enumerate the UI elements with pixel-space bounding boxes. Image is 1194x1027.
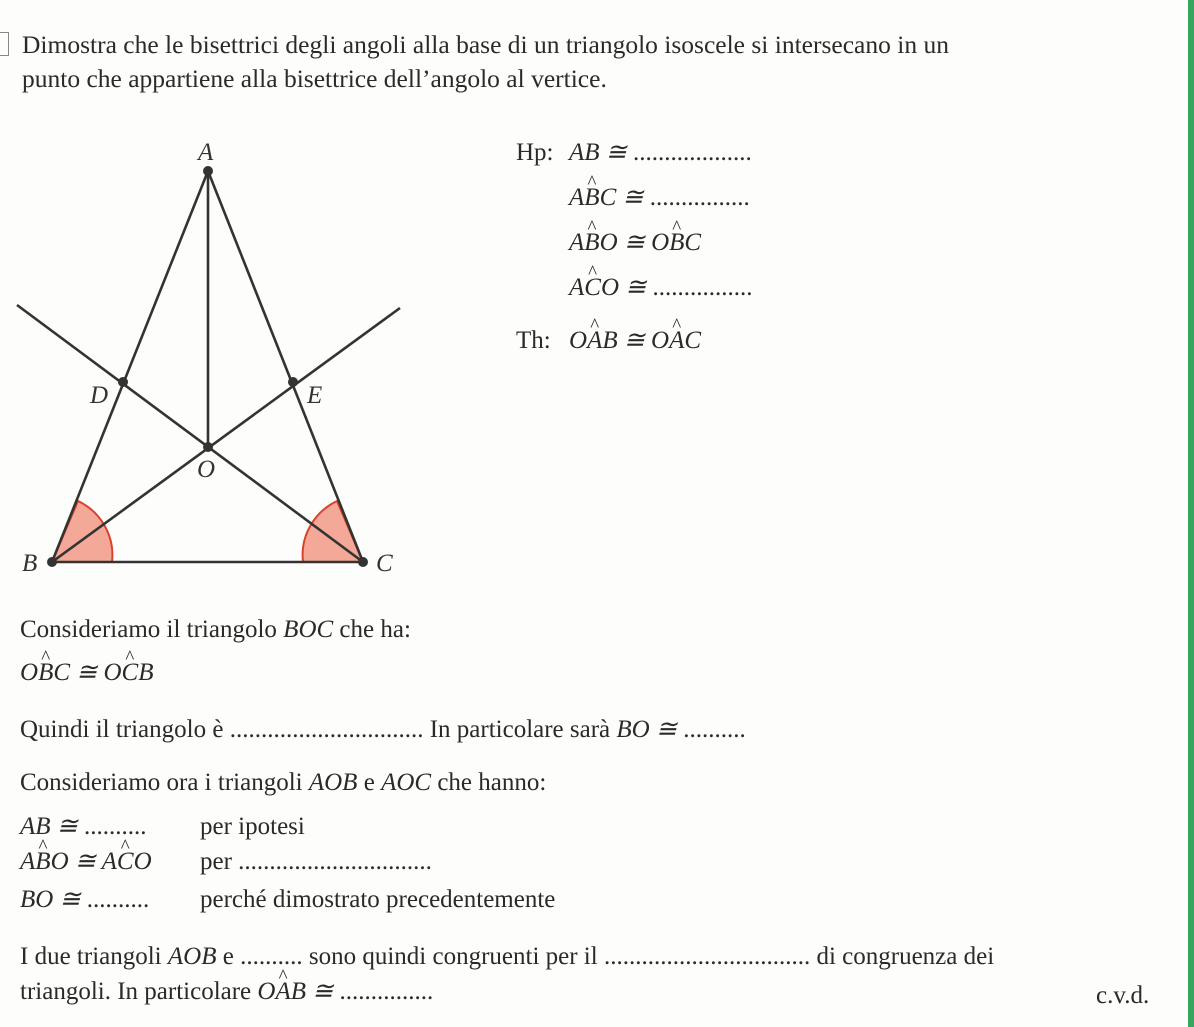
label-e: E [307,382,323,409]
proof-line-3-blank-2[interactable]: .......... [683,716,746,743]
proof-line-3-blank[interactable]: ............................... [229,716,424,743]
page-edge-stripe [1188,0,1194,1027]
cvd-label: c.v.d. [1096,982,1150,1009]
proof-row-2-c: O [133,848,152,875]
triangle-figure [0,120,470,590]
proof-row-3-left [20,884,149,916]
proof-line-5-b: AOB [167,943,217,970]
proof-line-1-a: Consideriamo il triangolo [20,616,277,643]
proof-line-5-a: I due triangoli [20,943,162,970]
proof-row-1-left-text: AB ≅ [20,813,78,840]
proof-line-5-blank-2[interactable]: ................................. [603,943,811,970]
point-a [203,166,213,176]
label-c: C [376,550,393,577]
proof-line-4 [20,767,546,799]
th-post: C [684,327,702,354]
proof-line-5-e: di congruenza dei [816,943,995,970]
hp-row-1-left: AB ≅ [569,139,627,166]
proof-line-5-c: e [222,943,234,970]
proof-line-4-b: AOB [308,769,358,796]
proof-line-5-blank[interactable]: .......... [240,943,303,970]
proof-line-6-hat: ^ A [275,976,290,1008]
th-hat: ^ A [587,325,602,357]
proof-line-4-d: AOC [381,769,432,796]
hp-row-4-hat: ^ C [584,272,601,304]
proof-row-2-right-text: per [200,848,232,875]
hp-row-2-pre: A [569,184,585,211]
label-o: O [197,456,216,483]
proof-line-6-a: triangoli. In particolare [20,978,252,1005]
proof-line-2-hat-2: ^ C [122,657,139,689]
proof-row-2-b: O ≅ A [50,848,117,875]
proof-line-2-b: C ≅ O [53,659,122,686]
th-label: Th: [516,327,551,354]
proof-row-1-right: per ipotesi [200,813,305,840]
th-row [569,325,701,357]
hp-row-2-post: C ≅ [599,184,644,211]
proof-line-6-b: O [257,978,276,1005]
proof-line-1-c: che ha: [339,616,411,643]
hp-row-2-blank[interactable]: ................ [649,184,750,211]
angle-b-sector [52,501,112,562]
proof-row-3-right: perché dimostrato precedentemente [200,886,556,913]
exercise-checkbox[interactable] [0,32,9,56]
th-pre: O [569,327,588,354]
proof-row-2-a: A [20,848,36,875]
proof-line-5 [20,941,994,973]
proof-line-6-c: B ≅ [290,978,334,1005]
hp-row-3 [569,227,701,259]
proof-line-6-blank[interactable]: ............... [339,978,434,1005]
proof-line-2 [20,657,154,689]
hp-row-3-hat-2: ^ B [669,227,684,259]
side-ab [52,171,208,562]
proof-line-4-a: Consideriamo ora i triangoli [20,769,303,796]
hp-row-4-blank[interactable]: ................ [652,274,753,301]
point-e [288,377,298,387]
hp-label: Hp: [516,139,554,166]
proof-row-2-hat-2: ^ C [117,846,134,878]
point-c [358,557,368,567]
proof-line-3-a: Quindi il triangolo è [20,716,224,743]
proof-line-3-c: BO ≅ [616,716,677,743]
proof-line-2-hat: ^ B [38,657,53,689]
proof-row-2-blank[interactable]: ............................... [238,848,432,875]
point-o [203,442,213,452]
proof-line-2-a: O [20,659,39,686]
proof-line-6 [20,976,433,1008]
proof-line-5-d: sono quindi congruenti per il [308,943,598,970]
proof-row-3-left-text: BO ≅ [20,886,81,913]
hp-row-1 [569,137,752,169]
hp-row-2 [569,182,750,214]
label-d: D [90,382,109,409]
th-mid: B ≅ O [602,327,670,354]
proof-row-1-blank[interactable]: .......... [84,813,147,840]
proof-line-3 [20,714,746,746]
problem-line-2: punto che appartiene alla bisettrice dell’angolo al vertice. [22,64,607,93]
angle-c-sector [303,501,363,562]
hp-row-3-post: O ≅ O [599,229,670,256]
proof-row-2-right [200,846,432,878]
hp-row-4-post: O ≅ [600,274,647,301]
proof-line-1 [20,614,411,646]
hp-row-1-blank[interactable]: ................... [633,139,752,166]
hp-row-3-hat: ^ B [584,227,599,259]
proof-line-1-b: BOC [283,616,334,643]
point-b [47,557,57,567]
proof-line-4-e: che hanno: [437,769,547,796]
proof-row-2-left [20,846,152,878]
proof-row-2-hat: ^ B [35,846,50,878]
point-d [118,377,128,387]
hp-row-4-pre: A [569,274,585,301]
th-hat-2: ^ A [669,325,684,357]
hp-row-3-post-2: C [684,229,702,256]
hp-row-3-pre: A [569,229,585,256]
proof-line-4-c: e [363,769,375,796]
label-a: A [198,139,214,166]
hp-row-4 [569,272,752,304]
proof-line-2-c: B [138,659,154,686]
proof-row-3-blank[interactable]: .......... [86,886,150,913]
problem-line-1: Dimostra che le bisettrici degli angoli alla base di un triangolo isoscele si intersecano in un [22,30,949,59]
hp-row-2-hat: ^ B [584,182,599,214]
label-b: B [22,550,38,577]
proof-line-3-b: In particolare sarà [429,716,611,743]
